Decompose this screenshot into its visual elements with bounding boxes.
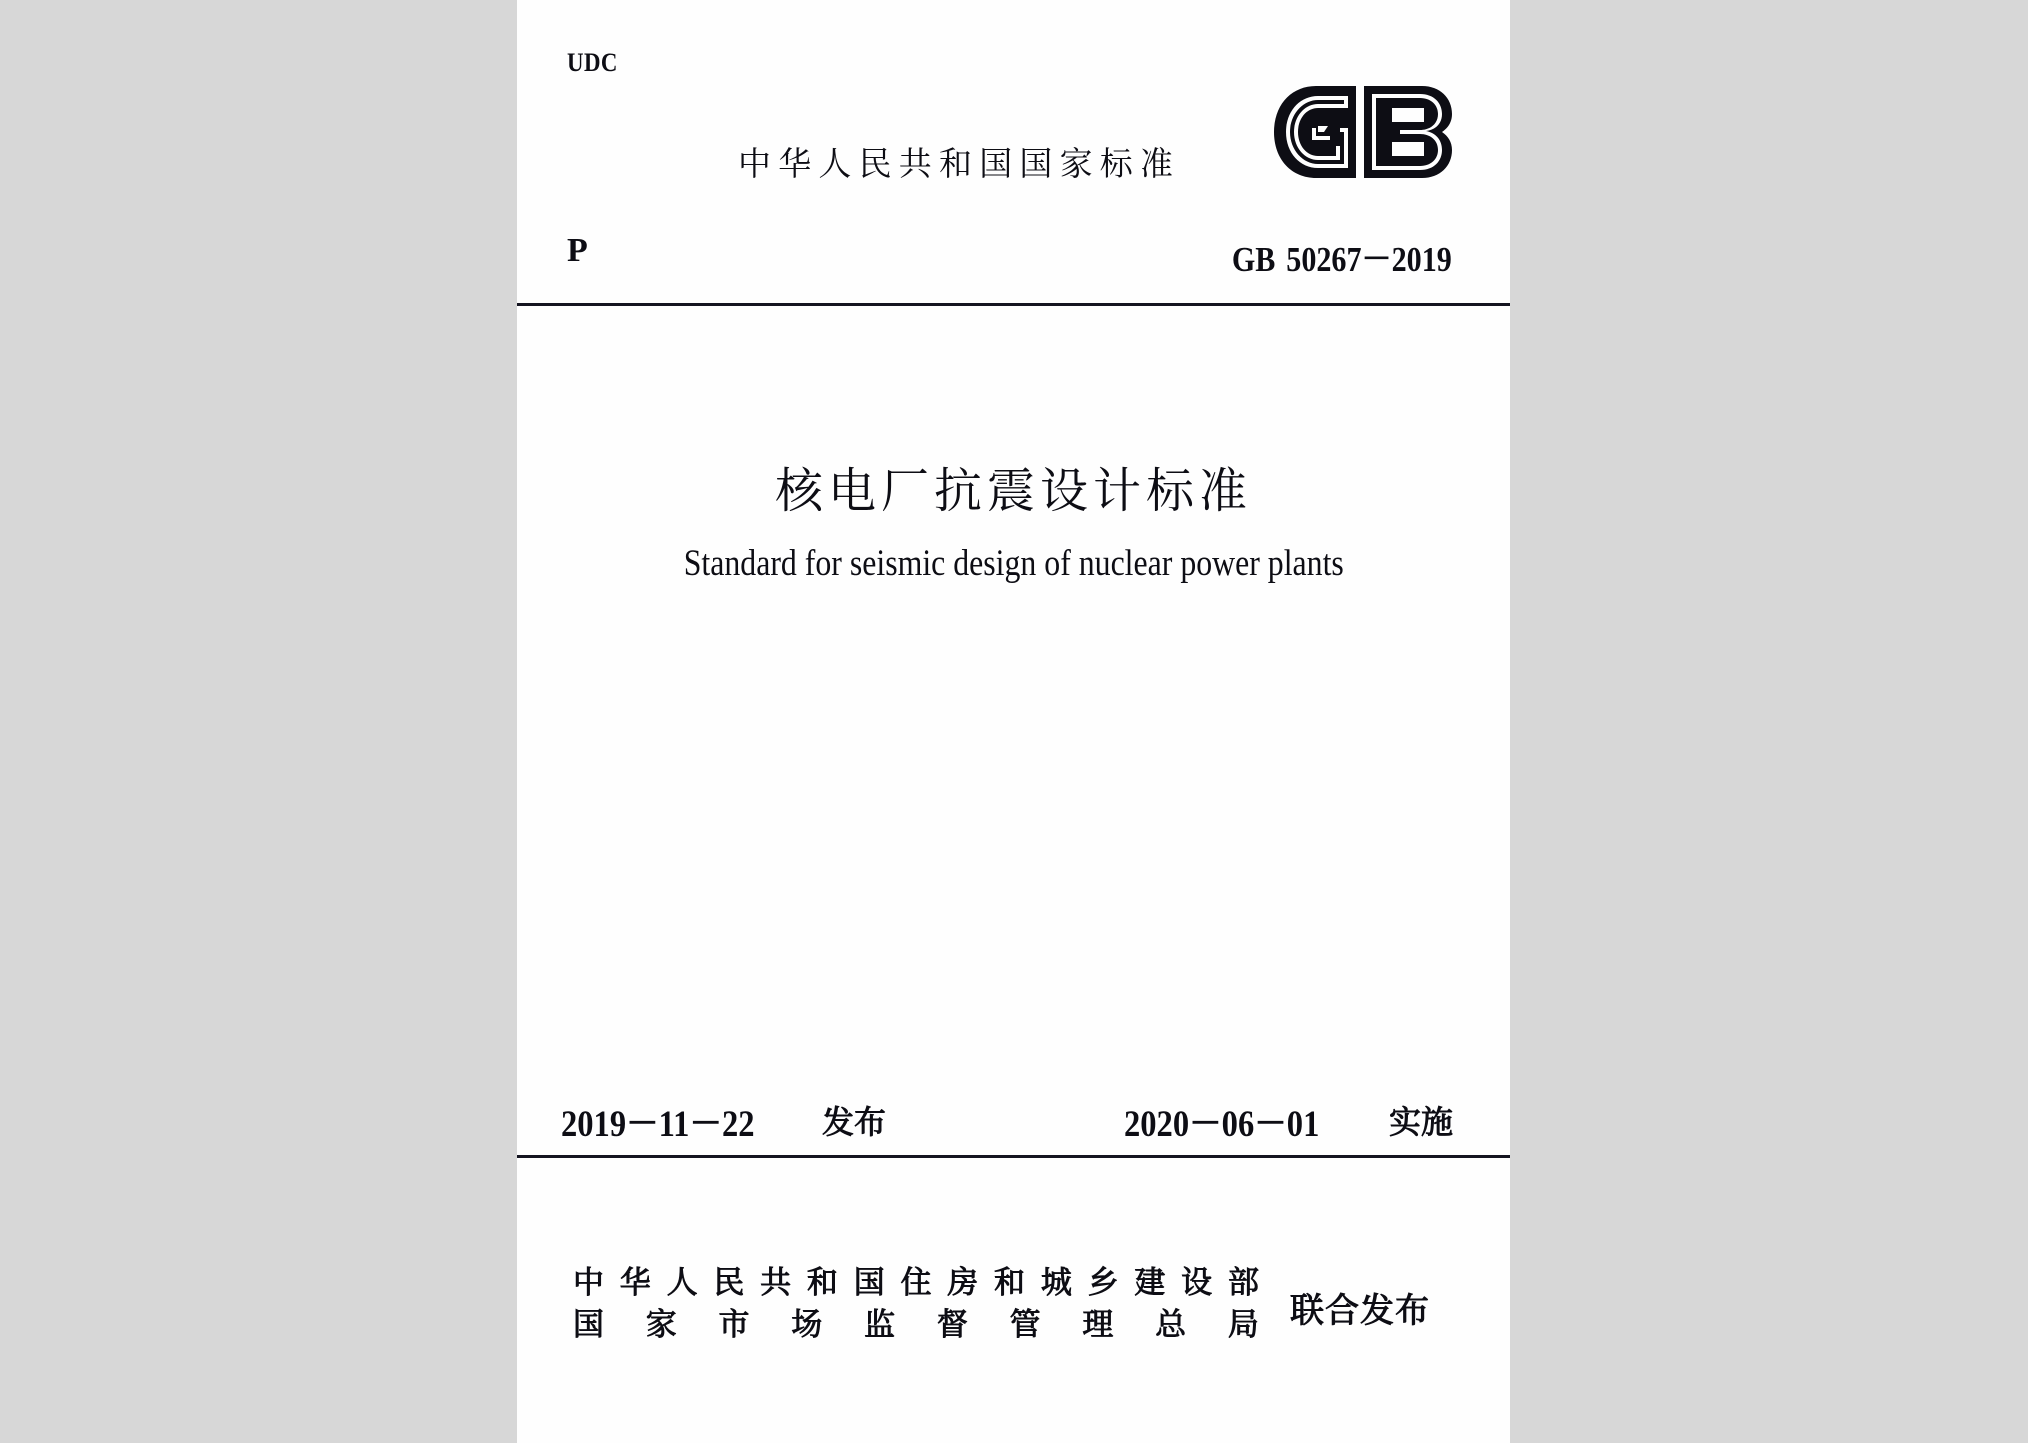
issuer-market-regulation bbox=[573, 1304, 1259, 1346]
title-english-wrapper bbox=[517, 542, 1510, 585]
category-code: P bbox=[567, 232, 588, 269]
gb-logo-icon bbox=[1272, 84, 1454, 180]
effective-label: 实施 bbox=[1389, 1103, 1454, 1141]
joint-issue-label: 联合发布 bbox=[1290, 1291, 1430, 1331]
title-chinese: 核电厂抗震设计标准 bbox=[774, 463, 1252, 519]
document-cover-page bbox=[517, 0, 1510, 1443]
issuer-char: 设 bbox=[1181, 1265, 1213, 1301]
issuer-char: 建 bbox=[1134, 1265, 1166, 1301]
title-english: Standard for seismic design of nuclear power plants bbox=[683, 543, 1344, 584]
issuer-char: 总 bbox=[1155, 1307, 1187, 1343]
issue-date-block bbox=[561, 1093, 887, 1147]
issuer-char: 城 bbox=[1040, 1265, 1072, 1301]
issuer-char: 国 bbox=[853, 1265, 885, 1301]
issuer-char: 住 bbox=[900, 1265, 932, 1301]
issuer-char: 督 bbox=[936, 1307, 968, 1343]
issuer-char: 理 bbox=[1082, 1307, 1114, 1343]
issue-date: 2019－11－22 bbox=[561, 1104, 755, 1145]
standard-number: GB 50267－2019 bbox=[1231, 240, 1452, 279]
issuer-ministry-housing bbox=[573, 1262, 1259, 1304]
issuer-char: 中 bbox=[573, 1265, 604, 1301]
issuer-char: 家 bbox=[645, 1307, 677, 1343]
issuer-char: 民 bbox=[713, 1265, 745, 1301]
national-standard-label: 中华人民共和国国家标准 bbox=[738, 144, 1181, 183]
issuer-char: 管 bbox=[1009, 1307, 1041, 1343]
issue-label: 发布 bbox=[822, 1103, 887, 1141]
issuer-char: 国 bbox=[573, 1307, 604, 1343]
bottom-divider bbox=[517, 1155, 1510, 1158]
issuer-char: 场 bbox=[791, 1307, 823, 1343]
udc-label: UDC bbox=[567, 48, 618, 77]
issuer-char: 房 bbox=[947, 1265, 979, 1301]
issuer-char: 乡 bbox=[1087, 1265, 1119, 1301]
issuer-char: 人 bbox=[666, 1265, 698, 1301]
effective-date: 2020－06－01 bbox=[1124, 1104, 1320, 1145]
issuer-char: 华 bbox=[619, 1265, 651, 1301]
issuer-char: 部 bbox=[1227, 1265, 1259, 1301]
issuer-char: 局 bbox=[1227, 1307, 1259, 1343]
issuing-authorities bbox=[573, 1262, 1259, 1346]
issuer-char: 市 bbox=[718, 1307, 750, 1343]
issuer-char: 共 bbox=[760, 1265, 792, 1301]
issuer-char: 和 bbox=[994, 1265, 1026, 1301]
effective-date-block bbox=[1124, 1093, 1454, 1147]
issuer-char: 监 bbox=[864, 1307, 896, 1343]
issuer-char: 和 bbox=[806, 1265, 838, 1301]
top-divider bbox=[517, 303, 1510, 306]
